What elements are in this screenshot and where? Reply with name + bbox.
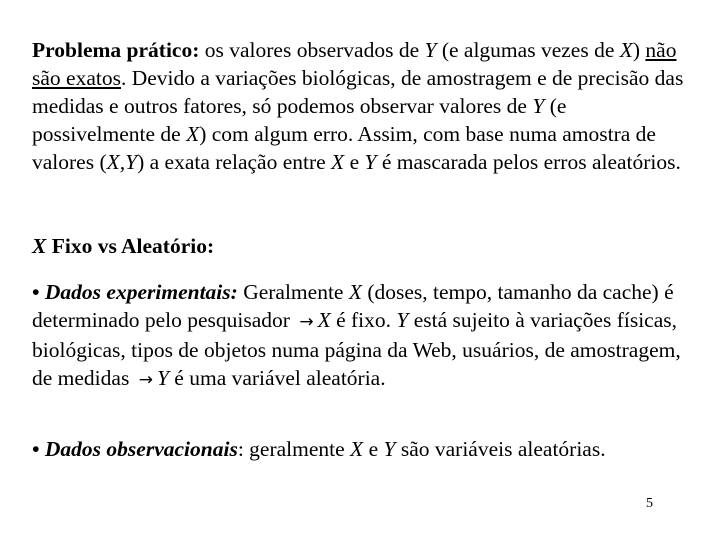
var-x: X [186,122,200,146]
var-x: X [331,150,345,174]
problem-paragraph [32,36,692,176]
text-run: ) [632,38,646,62]
var-y: Y [532,94,545,118]
var-y: Y [156,366,169,390]
observational-paragraph [32,435,692,463]
var-xy: X,Y [106,150,138,174]
var-y: Y [396,308,409,332]
page-number: 5 [646,496,653,511]
var-x: X [348,280,362,304]
text-run: (e possivelmente de [32,94,567,146]
arrow-icon: → [299,312,314,332]
underlined-text: não são exatos [32,38,677,90]
text-run: e [363,437,384,461]
experimental-paragraph [32,278,692,394]
text-run: e [344,150,365,174]
observational-label: Dados observacionais [44,437,238,461]
var-y: Y [364,150,377,174]
problem-label: Problema prático: [32,38,200,62]
text-run: ) com algum erro. Assim, com base numa amostra de valores ( [32,122,656,174]
arrow-icon: → [138,370,153,390]
text-run: : geralmente [237,437,351,461]
bullet: • [32,280,40,304]
text-run: (doses, tempo, tamanho da cache) é determinado pelo pesquisador [32,280,674,332]
text-run: (e algumas vezes de [436,38,620,62]
var-x: X [32,234,47,258]
var-y: Y [424,38,437,62]
text-run: os valores observados de [199,38,425,62]
text-run: ) a exata relação entre [137,150,332,174]
text-run: é mascarada pelos erros aleatórios. [376,150,681,174]
text-run: é uma variável aleatória. [168,366,386,390]
heading-text: Fixo vs Aleatório: [46,234,215,258]
section-heading [32,232,692,260]
text-run: Geralmente [237,280,349,304]
var-y: Y [383,437,396,461]
var-x: X [619,38,633,62]
text-run: são variáveis aleatórias. [395,437,606,461]
text-run: é fixo. [330,308,397,332]
experimental-label: Dados experimentais: [44,280,238,304]
bullet: • [32,437,40,461]
var-x: X [350,437,364,461]
var-x: X [317,308,331,332]
text-run: está sujeito à variações físicas, biológicas, tipos de objetos numa página da Web, usuários, de amostragem, de medidas [32,308,681,390]
text-run: . Devido a variações biológicas, de amostragem e de precisão das medidas e outros fatores, só podemos observar valores de [32,66,684,118]
